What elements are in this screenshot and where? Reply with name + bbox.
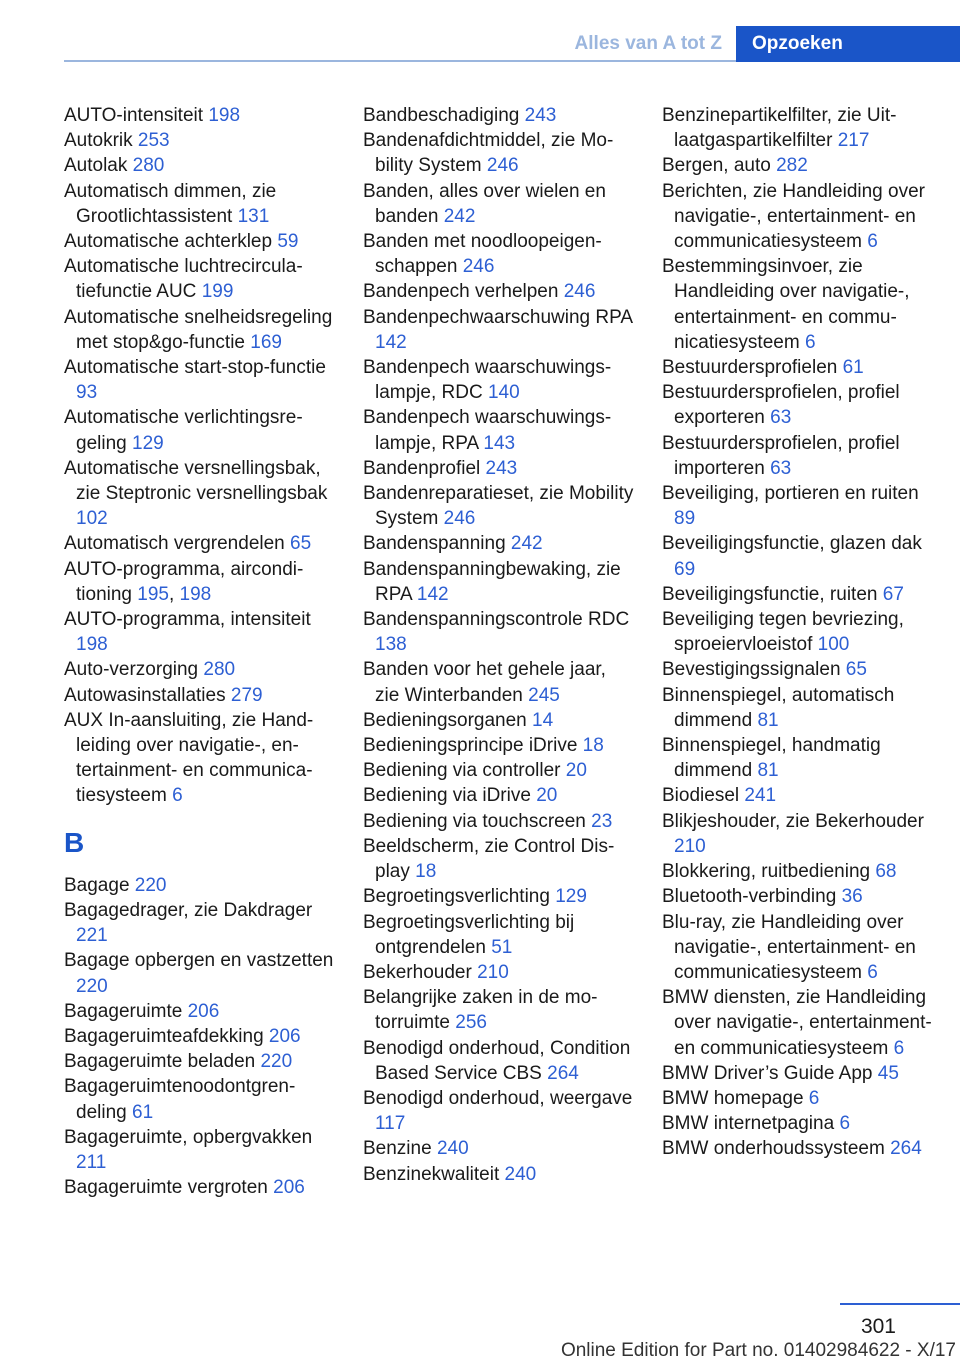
page-reference-link[interactable]: 211 bbox=[76, 1151, 107, 1173]
page-reference-link[interactable]: 242 bbox=[510, 533, 543, 555]
page-reference-link[interactable]: 195 bbox=[137, 583, 169, 605]
index-entry bbox=[363, 783, 635, 808]
page-reference-link[interactable]: 217 bbox=[837, 130, 870, 152]
index-entry bbox=[64, 305, 336, 355]
index-entry-text: Bergen, auto bbox=[662, 155, 771, 177]
index-entry bbox=[64, 1175, 336, 1200]
index-entry-text: AUTO-intensiteit bbox=[64, 105, 204, 126]
index-entry-text: Bagageruimte bbox=[64, 1000, 183, 1022]
index-entry-text: Automatische verlichtingsregeling bbox=[64, 407, 303, 454]
index-entry bbox=[662, 179, 934, 255]
index-entry bbox=[662, 809, 934, 859]
index-entry bbox=[363, 103, 635, 128]
page-reference-link[interactable]: 142 bbox=[416, 583, 449, 605]
index-entry bbox=[64, 948, 336, 998]
page-reference-link[interactable]: 65 bbox=[290, 533, 312, 555]
index-entry bbox=[363, 809, 635, 834]
index-column-1 bbox=[64, 103, 336, 1200]
page-reference-link[interactable]: 241 bbox=[744, 785, 777, 807]
page-reference-link[interactable]: 199 bbox=[201, 281, 234, 303]
page-reference-link[interactable]: 89 bbox=[674, 508, 696, 530]
index-entry bbox=[662, 531, 934, 581]
index-entry-text: Bedieningsorganen bbox=[363, 709, 527, 731]
page-reference-link[interactable]: 242 bbox=[443, 205, 476, 227]
index-entry-text: Binnenspiegel, handmatig dimmend bbox=[662, 735, 881, 782]
page-reference-link[interactable]: 63 bbox=[770, 407, 792, 429]
page-reference-link[interactable]: 6 bbox=[804, 331, 816, 353]
index-entry-text: Begroetingsverlichting bij ontgrendelen bbox=[363, 911, 575, 958]
index-entry-text: Beveiliging tegen bevriezing, sproeiervloeistof bbox=[662, 609, 904, 656]
index-entry bbox=[363, 355, 635, 405]
index-entry-text: Bandenprofiel bbox=[363, 457, 481, 479]
page-reference-link[interactable]: 6 bbox=[867, 231, 878, 253]
index-entry-text: Begroetingsverlichting bbox=[363, 886, 550, 908]
index-entry-text: Benzinekwaliteit bbox=[363, 1163, 500, 1185]
index-entry bbox=[662, 884, 934, 909]
index-entry-text: Bagageruimte beladen bbox=[64, 1051, 256, 1073]
header-tab-opzoeken[interactable]: Opzoeken bbox=[736, 26, 960, 62]
page-reference-link[interactable]: 61 bbox=[132, 1101, 154, 1123]
index-entry bbox=[662, 733, 934, 783]
index-entry bbox=[662, 431, 934, 481]
page-reference-link[interactable]: 68 bbox=[875, 861, 897, 883]
index-entry-text: Bagagedrager, zie Dakdrager bbox=[64, 899, 313, 921]
page-reference-link[interactable]: 65 bbox=[845, 659, 867, 681]
index-entry bbox=[363, 1136, 635, 1161]
page-reference-link[interactable]: 100 bbox=[817, 634, 850, 656]
page-reference-link[interactable]: 279 bbox=[230, 684, 263, 706]
index-entry bbox=[64, 999, 336, 1024]
index-column-2 bbox=[363, 103, 635, 1187]
index-entry bbox=[64, 103, 336, 128]
header-rule bbox=[64, 60, 736, 62]
index-entry bbox=[363, 960, 635, 985]
page-reference-link[interactable]: 6 bbox=[172, 785, 183, 807]
index-entry-text: Automatische snelheidsregeling met stop&go-functie bbox=[64, 306, 333, 353]
index-entry-text: Biodiesel bbox=[662, 785, 740, 807]
index-entry-text: Bandenreparatieset, zie Mobility System bbox=[363, 483, 634, 530]
index-entry bbox=[363, 758, 635, 783]
index-entry bbox=[363, 910, 635, 960]
page-reference-link[interactable]: 138 bbox=[375, 634, 407, 656]
page-reference-link[interactable]: 198 bbox=[179, 583, 212, 605]
index-entry bbox=[363, 481, 635, 531]
index-entry bbox=[64, 229, 336, 254]
index-entry bbox=[662, 1136, 934, 1161]
index-entry bbox=[64, 1024, 336, 1049]
page-reference-link[interactable]: 6 bbox=[867, 961, 878, 983]
page-reference-link[interactable]: 264 bbox=[547, 1062, 579, 1084]
page-reference-link[interactable]: 264 bbox=[890, 1138, 922, 1160]
index-entry-text: Bagageruimteafdekking bbox=[64, 1025, 264, 1047]
index-entry-text: Automatische luchtrecirculatiefunctie AUC bbox=[64, 256, 303, 303]
index-entry-text: AUTO-programma, airconditioning bbox=[64, 558, 304, 605]
index-entry-text: Bandenafdichtmiddel, zie Mobility System bbox=[363, 130, 614, 177]
index-entry bbox=[662, 1061, 934, 1086]
index-entry-text: Bagageruimte, opbergvakken bbox=[64, 1126, 313, 1148]
page-reference-link[interactable]: 198 bbox=[208, 105, 241, 126]
page-reference-link[interactable]: 102 bbox=[76, 508, 108, 530]
index-entry-text: Blu-ray, zie Handleiding over navigatie-, entertainment- en communicatiesysteem bbox=[662, 911, 916, 983]
page-reference-link[interactable]: 246 bbox=[443, 508, 476, 530]
index-entry-text: Beveiliging, portieren en ruiten bbox=[662, 483, 919, 505]
index-entry bbox=[64, 708, 336, 809]
index-entry-text: Banden met noodloopeigenschappen bbox=[363, 231, 602, 278]
index-entry bbox=[363, 305, 635, 355]
index-entry bbox=[662, 859, 934, 884]
index-entry bbox=[363, 1036, 635, 1086]
page-reference-link[interactable]: 206 bbox=[273, 1177, 305, 1199]
online-edition-note: Online Edition for Part no. 01402984622 - X/17 bbox=[560, 1340, 956, 1361]
index-entry bbox=[64, 1049, 336, 1074]
page-reference-link[interactable]: 246 bbox=[563, 281, 596, 303]
index-entry bbox=[363, 405, 635, 455]
page-reference-link[interactable]: 36 bbox=[841, 886, 863, 908]
index-entry-text: Beveiligingsfunctie, glazen dak bbox=[662, 533, 922, 555]
index-entry bbox=[662, 607, 934, 657]
index-entry-text: Bandenspanningbewaking, zie RPA bbox=[363, 558, 621, 605]
page-reference-link[interactable]: 131 bbox=[237, 205, 270, 227]
page-reference-link[interactable]: 81 bbox=[757, 760, 779, 782]
index-entry bbox=[363, 733, 635, 758]
index-entry-text: Bediening via iDrive bbox=[363, 785, 531, 807]
index-entry-text: Beveiligingsfunctie, ruiten bbox=[662, 583, 878, 605]
index-entry: AUTO-programma, airconditioning 195, 198 bbox=[64, 558, 304, 605]
page-reference-link[interactable]: 220 bbox=[76, 975, 108, 997]
index-entry bbox=[64, 456, 336, 532]
index-entry bbox=[363, 1162, 635, 1187]
page-reference-link[interactable]: 240 bbox=[504, 1163, 537, 1185]
index-entry-text: Bagage bbox=[64, 874, 130, 896]
index-entry-text: Benodigd onderhoud, weergave bbox=[363, 1087, 633, 1109]
page-reference-link[interactable]: 245 bbox=[528, 684, 560, 706]
index-entry-text: AUTO-programma, intensiteit bbox=[64, 609, 311, 631]
page-reference-link[interactable]: 6 bbox=[893, 1037, 905, 1059]
index-column-3 bbox=[662, 103, 934, 1162]
page-reference-link[interactable]: 142 bbox=[375, 331, 407, 353]
index-entry bbox=[363, 128, 635, 178]
page-reference-link[interactable]: 20 bbox=[565, 760, 587, 782]
page-reference-link[interactable]: 61 bbox=[842, 357, 864, 379]
index-entry-text: Autokrik bbox=[64, 130, 133, 152]
index-entry-text: BMW onderhoudssysteem bbox=[662, 1138, 885, 1160]
index-entry bbox=[64, 254, 336, 304]
index-entry-text: Bestemmingsinvoer, zie Handleiding over navigatie-, entertainment- en communicatiesysteem bbox=[662, 256, 910, 353]
index-entry-text: Bandenspanningscontrole RDC bbox=[363, 609, 630, 631]
index-entry bbox=[64, 179, 336, 229]
index-entry bbox=[64, 355, 336, 405]
index-entry bbox=[662, 1086, 934, 1111]
index-entry bbox=[662, 783, 934, 808]
index-entry-text: Berichten, zie Handleiding over navigatie-, entertainment- en communicatiesysteem bbox=[662, 180, 925, 253]
page-reference-link[interactable]: 6 bbox=[839, 1113, 851, 1135]
page-reference-link[interactable]: 69 bbox=[674, 558, 696, 580]
page-reference-link[interactable]: 63 bbox=[770, 457, 792, 479]
page-reference-link[interactable]: 67 bbox=[882, 583, 904, 605]
index-entry-text: Automatische achterklep bbox=[64, 231, 273, 253]
index-entry-text: Bluetooth-verbinding bbox=[662, 886, 837, 908]
index-entry bbox=[64, 607, 336, 657]
index-entry-text: Autowasinstallaties bbox=[64, 684, 226, 706]
index-entry bbox=[662, 985, 934, 1061]
index-entry bbox=[662, 1111, 934, 1136]
index-entry-text: Bestuurdersprofielen bbox=[662, 357, 838, 379]
index-entry-text: Bagage opbergen en vastzetten bbox=[64, 950, 334, 972]
index-entry-text: Bekerhouder bbox=[363, 961, 472, 983]
page-reference-link[interactable]: 129 bbox=[555, 886, 587, 908]
page-reference-link[interactable]: 14 bbox=[532, 709, 554, 731]
index-entry bbox=[363, 884, 635, 909]
index-entry-text: Binnenspiegel, automatisch dimmend bbox=[662, 684, 895, 731]
index-entry-text: Bagageruimte vergroten bbox=[64, 1177, 268, 1199]
page-reference-link[interactable]: 20 bbox=[536, 785, 558, 807]
page-reference-link[interactable]: 169 bbox=[250, 331, 282, 353]
page-reference-link[interactable]: 246 bbox=[462, 256, 495, 278]
index-entry bbox=[363, 179, 635, 229]
index-entry bbox=[662, 103, 934, 153]
page-reference-link[interactable]: 243 bbox=[485, 457, 518, 479]
page-reference-link[interactable]: 220 bbox=[260, 1051, 293, 1073]
page-reference-link[interactable]: 206 bbox=[187, 1000, 220, 1022]
index-entry bbox=[363, 456, 635, 481]
index-entry-text: BMW diensten, zie Handleiding over navigatie-, entertainment- en communicatiesysteem bbox=[662, 987, 932, 1059]
index-entry-text: Banden voor het gehele jaar, zie Winterbanden bbox=[363, 659, 606, 706]
index-entry bbox=[64, 657, 336, 682]
index-letter-heading: B bbox=[64, 826, 85, 858]
index-entry bbox=[662, 254, 934, 355]
index-entry-text: Belangrijke zaken in de motorruimte bbox=[363, 987, 598, 1034]
page-reference-link[interactable]: 18 bbox=[582, 735, 604, 757]
index-entry bbox=[662, 355, 934, 380]
index-entry-text: Bestuurdersprofielen, profiel exporteren bbox=[662, 382, 900, 429]
page-number: 301 bbox=[860, 1315, 896, 1338]
index-entry bbox=[662, 910, 934, 986]
index-entry-text: Bediening via controller bbox=[363, 760, 561, 782]
page-reference-link[interactable]: 198 bbox=[76, 634, 108, 656]
index-entry-text: BMW internetpagina bbox=[662, 1113, 835, 1135]
index-entry-text: Bandenpechwaarschuwing RPA bbox=[363, 306, 632, 328]
header-section-title: Alles van A tot Z bbox=[574, 33, 722, 54]
index-entry-text: Automatisch dimmen, zie Grootlichtassistent bbox=[64, 180, 277, 227]
index-entry-text: Bevestigingssignalen bbox=[662, 659, 841, 681]
page-reference-link[interactable]: 6 bbox=[808, 1087, 820, 1109]
footer-rule bbox=[840, 1303, 960, 1305]
index-entry bbox=[662, 153, 934, 178]
index-entry-text: Autolak bbox=[64, 155, 128, 177]
index-entry bbox=[363, 607, 635, 657]
index-entry-text: Benzinepartikelfilter, zie Uitlaatgaspartikelfilter bbox=[662, 105, 897, 152]
index-entry-text: Benodigd onderhoud, Condition Based Service CBS bbox=[363, 1037, 631, 1084]
index-entry bbox=[662, 380, 934, 430]
index-entry bbox=[662, 683, 934, 733]
index-entry bbox=[64, 873, 336, 898]
index-entry bbox=[363, 279, 635, 304]
index-entry bbox=[64, 1074, 336, 1124]
index-entry bbox=[363, 1086, 635, 1136]
index-entry bbox=[64, 405, 336, 455]
page-reference-link[interactable]: 256 bbox=[455, 1012, 487, 1034]
index-entry-text: Bandenpech verhelpen bbox=[363, 281, 559, 303]
index-entry bbox=[64, 1125, 336, 1175]
page-reference-link[interactable]: 18 bbox=[415, 861, 437, 883]
page-reference-link[interactable]: 206 bbox=[268, 1025, 301, 1047]
page-reference-link[interactable]: 243 bbox=[524, 105, 557, 126]
page-reference-link[interactable]: 23 bbox=[591, 810, 613, 832]
page-reference-link[interactable]: 117 bbox=[375, 1113, 406, 1135]
index-entry-text: Automatische start-stop-functie bbox=[64, 357, 326, 379]
page-reference-link[interactable]: 45 bbox=[877, 1062, 899, 1084]
page-reference-link[interactable]: 210 bbox=[674, 835, 706, 857]
index-entry bbox=[64, 128, 336, 153]
page-reference-link[interactable]: 240 bbox=[436, 1138, 469, 1160]
index-entry-text: Bedieningsprincipe iDrive bbox=[363, 735, 578, 757]
page-reference-link[interactable]: 280 bbox=[203, 659, 236, 681]
page-reference-link[interactable]: 51 bbox=[491, 936, 513, 958]
index-entry-text: Bestuurdersprofielen, profiel importeren bbox=[662, 432, 900, 479]
index-entry-text: Banden, alles over wielen en banden bbox=[363, 180, 606, 227]
index-entry bbox=[363, 557, 635, 607]
index-entry-text: Beeldscherm, zie Control Display bbox=[363, 835, 615, 883]
page-reference-link[interactable]: 93 bbox=[76, 382, 98, 404]
index-entry-text: AUX In-aansluiting, zie Handleiding over navigatie-, entertainment- en communicatiesysteem bbox=[64, 709, 314, 807]
page-reference-link[interactable]: 221 bbox=[76, 925, 108, 947]
page-reference-link[interactable]: 280 bbox=[132, 155, 165, 177]
index-entry-text: Blokkering, ruitbediening bbox=[662, 861, 871, 883]
index-entry-text: BMW homepage bbox=[662, 1087, 804, 1109]
index-entry-text: Auto-verzorging bbox=[64, 659, 199, 681]
index-entry-text: Blikjeshouder, zie Bekerhouder bbox=[662, 810, 924, 832]
index-entry bbox=[363, 708, 635, 733]
index-entry-text: Benzine bbox=[363, 1138, 432, 1160]
index-entry-text: Automatisch vergrendelen bbox=[64, 533, 285, 555]
page-reference-link[interactable]: 246 bbox=[486, 155, 519, 177]
index-entry bbox=[64, 898, 336, 948]
index-entry-text: Bandenpech waarschuwingslampje, RDC bbox=[363, 357, 612, 404]
index-entry-text: BMW Driver’s Guide App bbox=[662, 1062, 873, 1084]
page-reference-link[interactable]: 129 bbox=[132, 432, 164, 454]
index-entry bbox=[64, 683, 336, 708]
index-entry-text: Bandenspanning bbox=[363, 533, 506, 555]
index-entry-text: Bediening via touchscreen bbox=[363, 810, 586, 832]
page-reference-link[interactable]: 282 bbox=[776, 155, 808, 177]
index-entry-text: Bagageruimtenoodontgrendeling bbox=[64, 1076, 296, 1123]
index-entry-text: Bandbeschadiging bbox=[363, 105, 520, 126]
index-entry bbox=[363, 985, 635, 1035]
index-entry bbox=[662, 582, 934, 607]
page-reference-link[interactable]: 59 bbox=[277, 231, 299, 253]
index-entry bbox=[64, 531, 336, 556]
page-reference-link[interactable]: 81 bbox=[757, 709, 779, 731]
index-entry bbox=[64, 153, 336, 178]
page-reference-link[interactable]: 220 bbox=[134, 874, 167, 896]
index-entry-text: Automatische versnellingsbak, zie Steptronic versnellingsbak bbox=[64, 457, 328, 505]
index-entry bbox=[662, 481, 934, 531]
page-reference-link[interactable]: 143 bbox=[483, 432, 516, 454]
index-entry bbox=[363, 531, 635, 556]
index-entry bbox=[363, 657, 635, 707]
index-entry-text: Bandenpech waarschuwingslampje, RPA bbox=[363, 407, 612, 454]
index-entry bbox=[363, 229, 635, 279]
index-entry bbox=[363, 834, 635, 884]
index-entry bbox=[662, 657, 934, 682]
page-reference-link[interactable]: 140 bbox=[487, 382, 520, 404]
page-reference-link[interactable]: 210 bbox=[477, 961, 509, 983]
page-reference-link[interactable]: 253 bbox=[137, 130, 170, 152]
